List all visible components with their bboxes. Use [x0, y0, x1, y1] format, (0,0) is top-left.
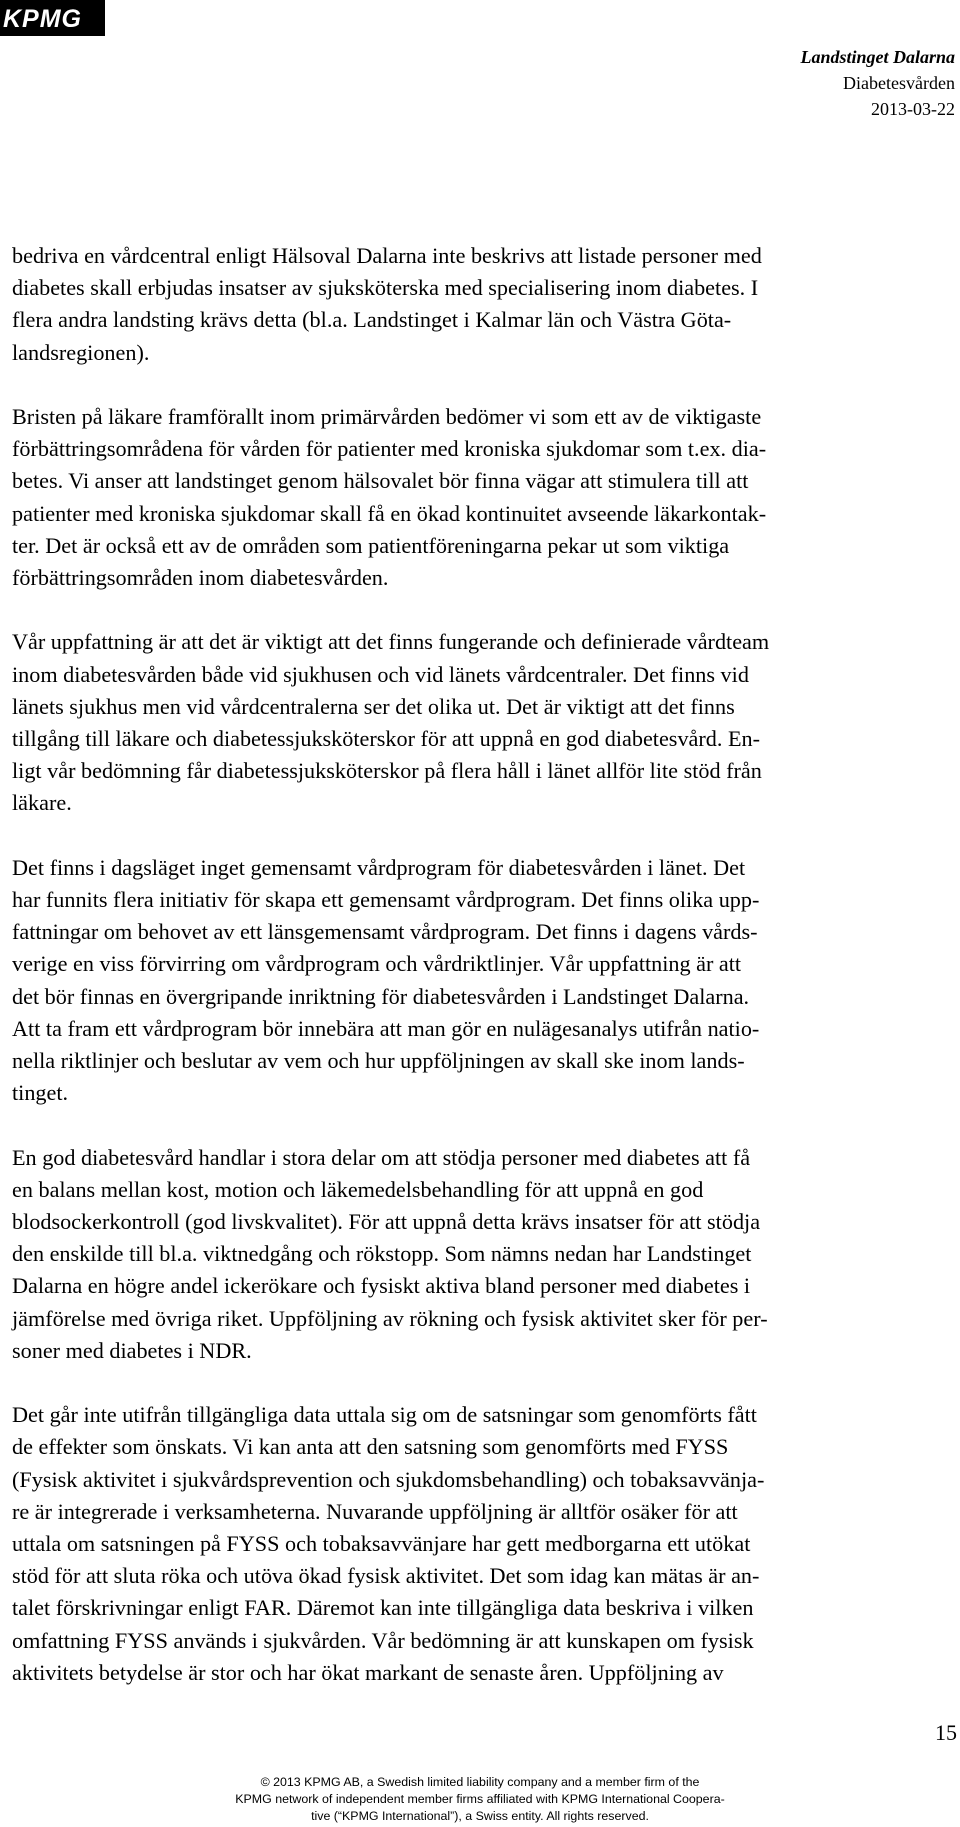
footer-line: © 2013 KPMG AB, a Swedish limited liability company and a member firm of the	[260, 1775, 700, 1789]
footer-line: tive (“KPMG International”), a Swiss entity. All rights reserved.	[311, 1809, 649, 1823]
paragraph: Det går inte utifrån tillgängliga data uttala sig om de satsningar som genomförts fått de effekter som önskats. Vi kan anta att den satsning som genomförts med FYSS (Fysisk aktivitet i sjukvårdsprevention och sjukdomsbehandling) och tobaksavvänja- re är integrerade i verksamheterna. Nuvarande uppföljning är alltför osäker för att uttala om satsningen på FYSS och tobaksavvänjare har gett medborgarna ett utökat stöd för att sluta röka och utöva ökad fysisk aktivitet. Det som idag kan mätas är an- talet förskrivningar enligt FAR. Däremot kan inte tillgängliga data beskriva i vilken omfattning FYSS används i sjukvården. Vår bedömning är att kunskapen om fysisk aktivitets betydelse är stor och har ökat markant de senaste åren. Uppföljning av	[12, 1402, 765, 1685]
paragraph: Vår uppfattning är att det är viktigt att det finns fungerande och definierade vårdteam inom diabetesvården både vid sjukhusen och vid länets vårdcentraler. Det finns vid länets sjukhus men vid vårdcentralerna ser det olika ut. Det är viktigt att det finns tillgång till läkare och diabetessjuksköterskor för att uppnå en god diabetesvård. En- ligt vår bedömning får diabetessjuksköterskor på flera håll i länet allför lite stöd från läkare.	[12, 629, 770, 816]
document-body	[12, 240, 948, 1721]
paragraph: Det finns i dagsläget inget gemensamt vårdprogram för diabetesvården i länet. Det har funnits flera initiativ för skapa ett gemensamt vårdprogram. Det finns olika upp- fattningar om behovet av ett länsgemensamt vårdprogram. Det finns i dagens vårds- verige en viss förvirring om vårdprogram och vårdriktlinjer. Vår uppfattning är att det bör finnas en övergripande inriktning för diabetesvården i Landstinget Dalarna. Att ta fram ett vårdprogram bör innebära att man gör en nulägesanalys utifrån natio- nella riktlinjer och beslutar av vem och hur uppföljningen av skall ske inom lands- tinget.	[12, 854, 760, 1106]
paragraph: En god diabetesvård handlar i stora delar om att stödja personer med diabetes att få en balans mellan kost, motion och läkemedelsbehandling för att uppnå en god blodsockerkontroll (god livskvalitet). För att uppnå detta krävs insatser för att stödja den enskilde till bl.a. viktnedgång och rökstopp. Som nämns nedan har Landstinget Dalarna en högre andel ickerökare och fysiskt aktiva bland personer med diabetes i jämförelse med övriga riket. Uppföljning av rökning och fysisk aktivitet sker för per- soner med diabetes i NDR.	[12, 1144, 768, 1363]
paragraph: Bristen på läkare framförallt inom primärvården bedömer vi som ett av de viktigaste förbättringsområdena för vården för patienter med kroniska sjukdomar som t.ex. dia- betes. Vi anser att landstinget genom hälsovalet bör finna vägar att stimulera till att patienter med kroniska sjukdomar skall få en ökad kontinuitet avseende läkarkontak- ter. Det är också ett av de områden som patientföreningarna pekar ut som viktiga förbättringsområden inom diabetesvården.	[12, 404, 767, 591]
logo-text: KPMG	[3, 5, 82, 33]
copyright-footer	[200, 1774, 760, 1825]
kpmg-logo	[0, 0, 105, 36]
paragraph: bedriva en vårdcentral enligt Hälsoval Dalarna inte beskrivs att listade personer med diabetes skall erbjudas insatser av sjuksköterska med specialisering inom diabetes. I flera andra landsting krävs detta (bl.a. Landstinget i Kalmar län och Västra Göta- landsregionen).	[12, 243, 762, 365]
header-subject: Diabetesvården	[843, 73, 955, 93]
header-organization: Landstinget Dalarna	[800, 47, 955, 67]
document-header	[800, 44, 955, 122]
header-date: 2013-03-22	[871, 99, 955, 119]
page-number: 15	[935, 1720, 957, 1745]
footer-line: KPMG network of independent member firms affiliated with KPMG International Coopera-	[235, 1792, 725, 1806]
